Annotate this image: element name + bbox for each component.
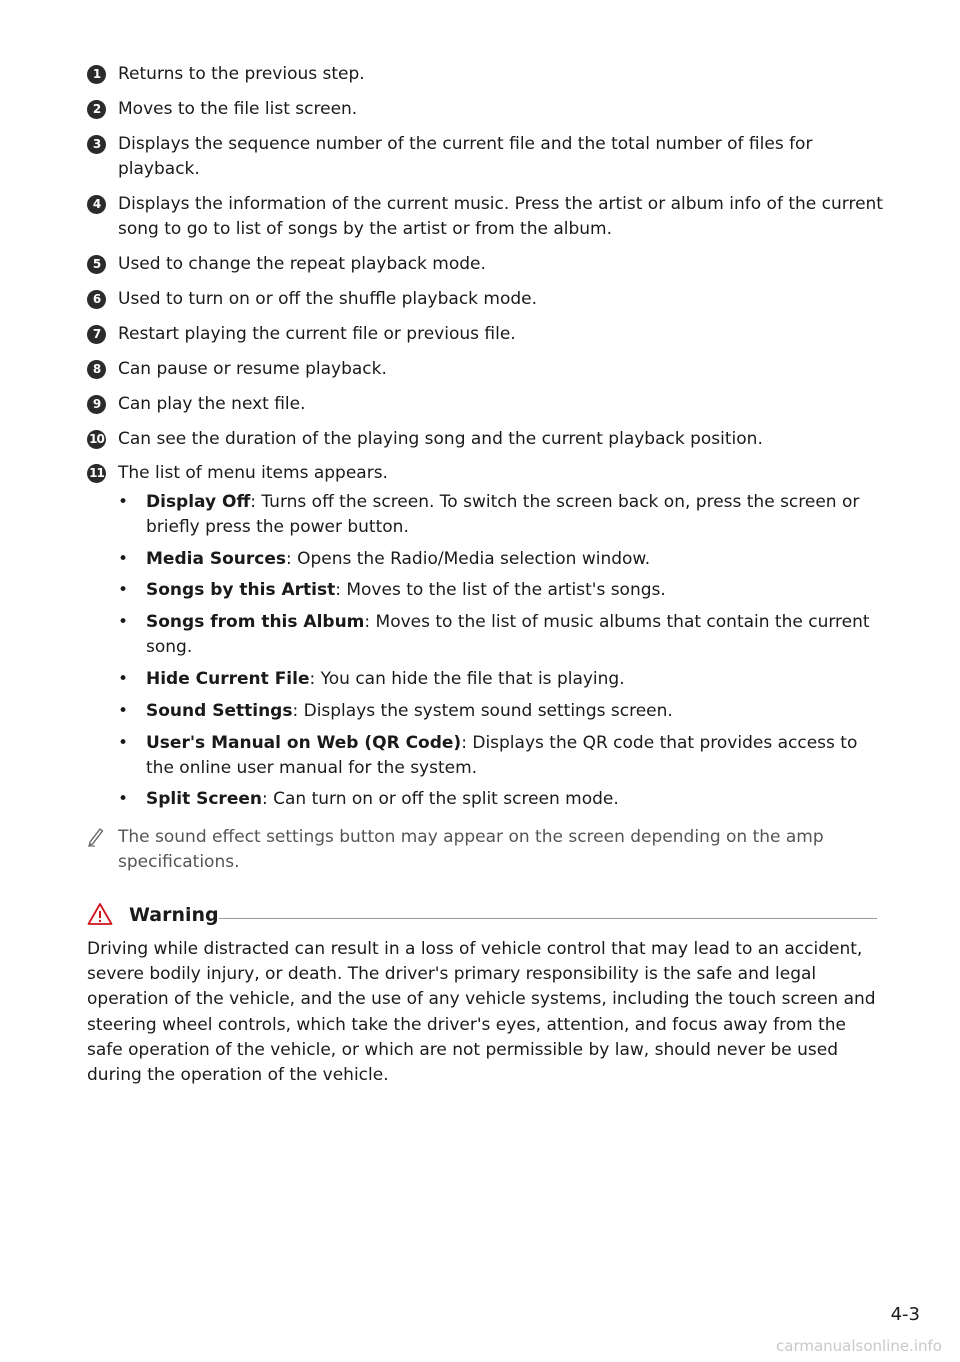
pencil-note-icon (87, 825, 105, 847)
menu-desc: : Moves to the list of music albums that contain the current song. (146, 612, 870, 657)
item-number-badge: 5 (87, 255, 106, 274)
item-text: Restart playing the current file or previous file. (118, 324, 516, 344)
item-number-badge: 1 (87, 65, 106, 84)
bullet-glyph: • (118, 669, 129, 689)
warning-triangle-icon (87, 902, 113, 926)
item-number-badge: 3 (87, 135, 106, 154)
warning-divider (219, 918, 877, 919)
watermark: carmanualsonline.info (776, 1337, 942, 1355)
item-number-badge: 10 (87, 430, 106, 449)
bullet-glyph: • (118, 580, 129, 600)
menu-desc: : Displays the QR code that provides access to the online user manual for the system. (146, 733, 858, 778)
item-number-badge: 4 (87, 195, 106, 214)
item-number-badge: 11 (87, 464, 106, 483)
menu-term: Display Off (146, 492, 251, 512)
menu-term: Songs from this Album (146, 612, 365, 632)
item-text: Used to change the repeat playback mode. (118, 254, 486, 274)
item-text: Displays the information of the current music. Press the artist or album info of the current song to go to list of songs by the artist or from the album. (118, 194, 883, 239)
item-number-badge: 6 (87, 290, 106, 309)
menu-desc: : Opens the Radio/Media selection window. (285, 549, 651, 569)
note-text: The sound effect settings button may appear on the screen depending on the amp specifications. (118, 827, 824, 872)
bullet-glyph: • (118, 549, 129, 569)
warning-header (87, 901, 877, 929)
item-text: Can pause or resume playback. (118, 359, 387, 379)
menu-term: Media Sources (146, 549, 286, 569)
item-number-badge: 2 (87, 100, 106, 119)
bullet-glyph: • (118, 701, 129, 721)
menu-desc: : Can turn on or off the split screen mode. (261, 789, 619, 809)
menu-term: Sound Settings (146, 701, 293, 721)
item-number-badge: 8 (87, 360, 106, 379)
menu-term: Hide Current File (146, 669, 310, 689)
menu-desc: : Moves to the list of the artist's songs. (335, 580, 666, 600)
item-text: Used to turn on or off the shuffle playback mode. (118, 289, 538, 309)
warning-title: Warning (129, 904, 219, 926)
page-number: 4-3 (890, 1304, 920, 1325)
menu-term: Split Screen (146, 789, 262, 809)
menu-term: Songs by this Artist (146, 580, 336, 600)
bullet-glyph: • (118, 612, 129, 632)
bullet-glyph: • (118, 789, 129, 809)
item-number-badge: 7 (87, 325, 106, 344)
menu-desc: : Turns off the screen. To switch the screen back on, press the screen or briefly press the power button. (146, 492, 860, 537)
menu-desc: : You can hide the file that is playing. (309, 669, 625, 689)
item-text: Returns to the previous step. (118, 64, 365, 84)
item-text: Can see the duration of the playing song and the current playback position. (118, 429, 763, 449)
item-number-badge: 9 (87, 395, 106, 414)
item-text: The list of menu items appears. (118, 463, 388, 483)
bullet-glyph: • (118, 733, 129, 753)
warning-text: Driving while distracted can result in a loss of vehicle control that may lead to an accident, severe bodily injury, or death. The driver's primary responsibility is the safe and legal operation of the vehicle, and the use of any vehicle systems, including the touch screen and steering wheel controls, which take the driver's eyes, attention, and focus away from the safe operation of the vehicle, or which are not permissible by law, should never be used during the operation of the vehicle. (87, 939, 876, 1086)
menu-term: User's Manual on Web (QR Code) (146, 733, 462, 753)
item-text: Moves to the file list screen. (118, 99, 358, 119)
menu-desc: : Displays the system sound settings screen. (292, 701, 673, 721)
item-text: Displays the sequence number of the current file and the total number of files for playback. (118, 134, 813, 179)
bullet-glyph: • (118, 492, 129, 512)
item-text: Can play the next file. (118, 394, 306, 414)
